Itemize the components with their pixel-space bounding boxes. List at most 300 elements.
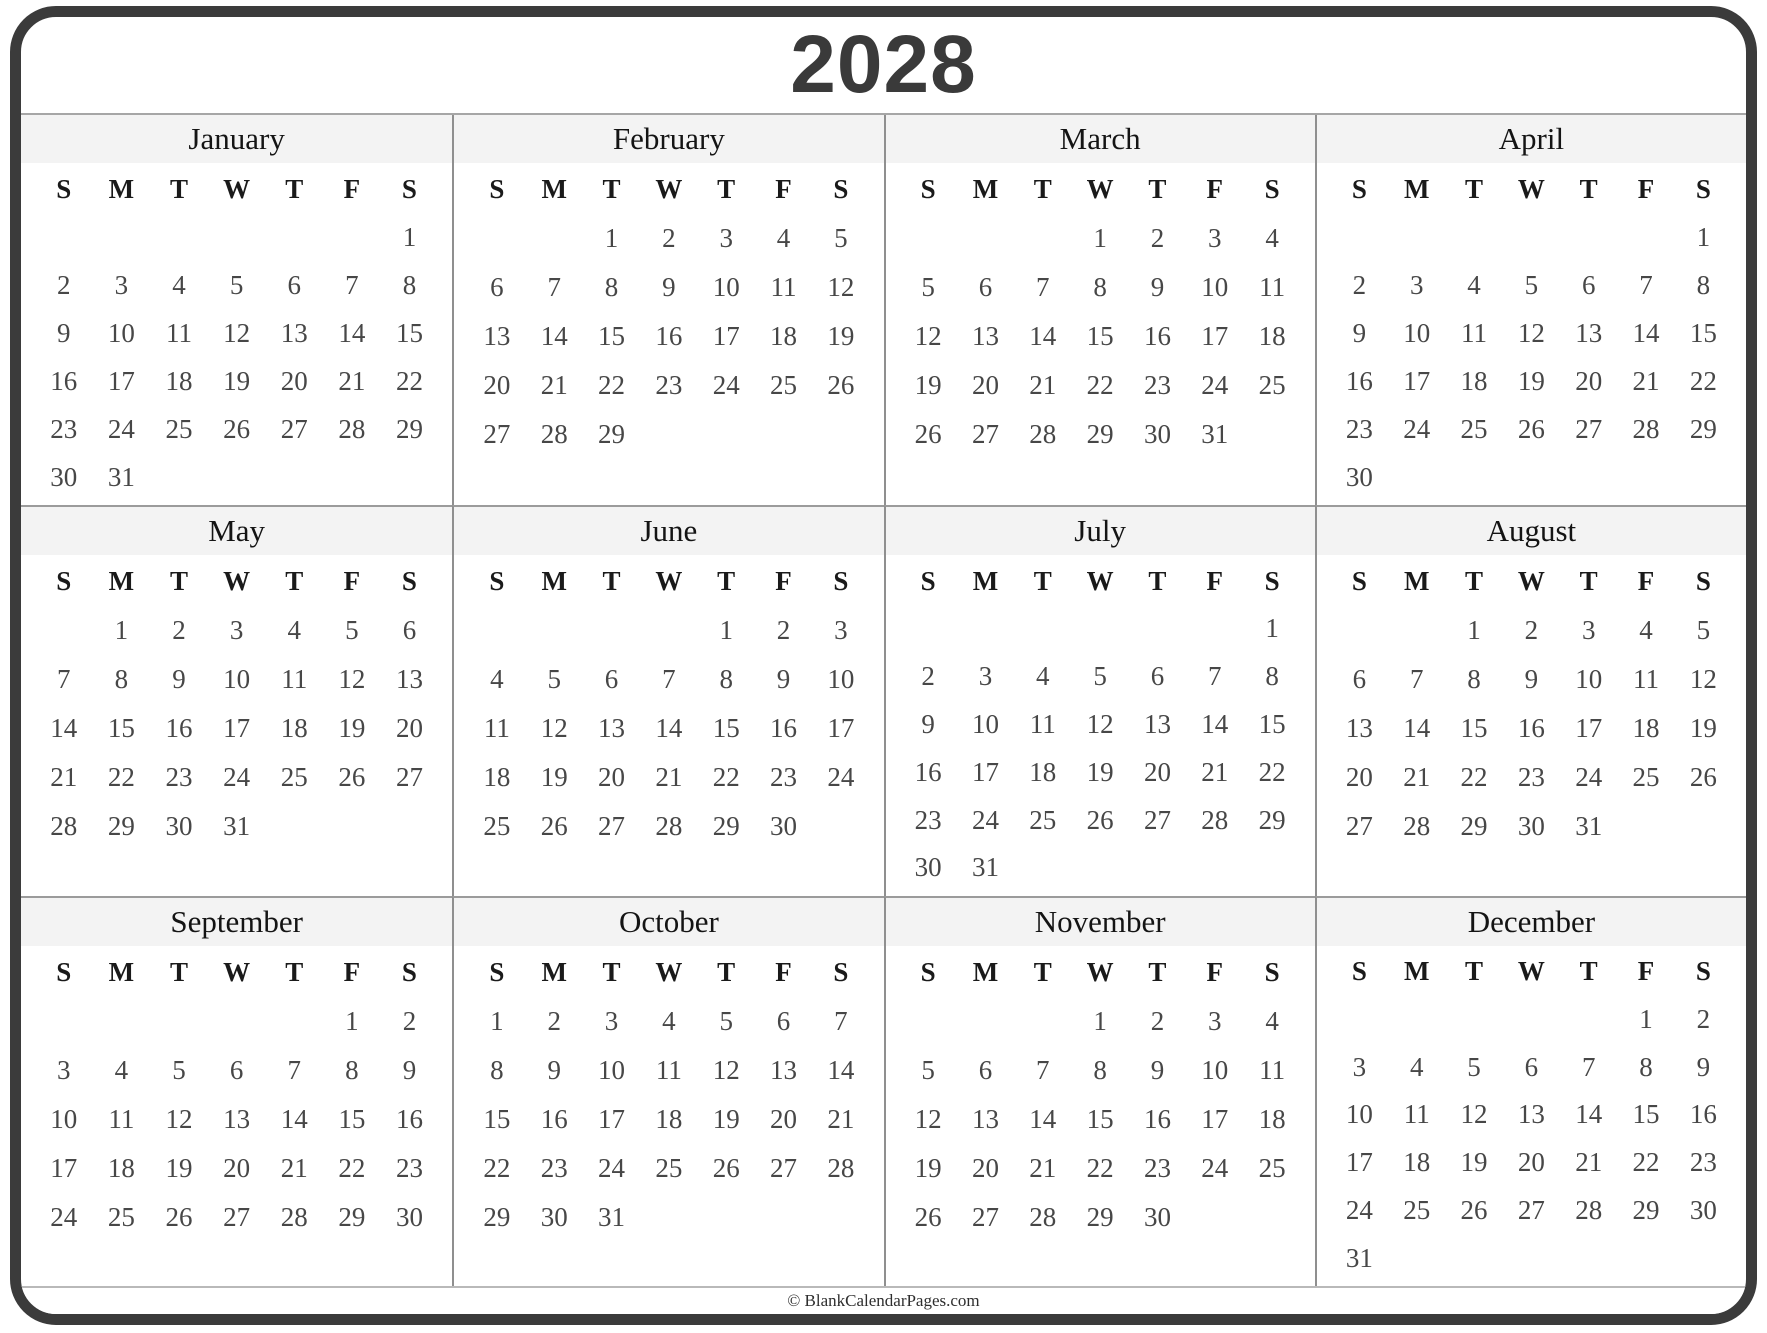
week-row <box>1331 802 1732 851</box>
day-cell: 11 <box>166 317 192 348</box>
day-cell: 18 <box>107 1152 135 1183</box>
day-cell: 22 <box>107 762 135 793</box>
month-grid <box>886 946 1315 1286</box>
day-cell: 6 <box>1524 1051 1539 1082</box>
weekday-letter: S <box>1264 956 1280 987</box>
day-cell: 8 <box>402 269 417 300</box>
week-row <box>35 1144 438 1193</box>
day-cell: 23 <box>1517 762 1545 793</box>
day-cell: 31 <box>598 1201 626 1232</box>
calendar-page <box>10 6 1757 1325</box>
weekday-letter: S <box>1264 174 1280 204</box>
day-cell: 2 <box>1150 223 1165 253</box>
day-cell: 25 <box>1460 413 1488 444</box>
day-cell: 14 <box>1029 321 1057 351</box>
weekday-letter: T <box>1148 174 1167 204</box>
day-cell: 25 <box>483 811 511 842</box>
day-cell: 2 <box>662 223 676 253</box>
day-cell: 12 <box>1689 664 1717 695</box>
day-cell: 15 <box>338 1103 366 1134</box>
day-cell: 1 <box>1639 1003 1653 1034</box>
day-cell: 5 <box>1696 615 1711 646</box>
day-cell: 12 <box>338 664 366 695</box>
day-cell: 30 <box>1143 419 1171 449</box>
week-row <box>35 453 438 501</box>
day-cell: 20 <box>1345 762 1373 793</box>
week-row <box>900 844 1301 892</box>
weekday-letter: F <box>775 174 792 204</box>
weekday-letter: M <box>1403 956 1430 987</box>
day-cell: 14 <box>655 713 683 744</box>
weekday-letter: T <box>602 566 621 597</box>
weekday-letter: T <box>1465 173 1484 204</box>
week-row <box>1331 453 1732 501</box>
day-cell: 14 <box>280 1103 308 1134</box>
weekday-letter: F <box>1206 956 1223 987</box>
day-cell: 12 <box>827 272 855 302</box>
month-title: October <box>454 898 883 946</box>
day-cell: 10 <box>223 664 251 695</box>
day-cell: 9 <box>1352 317 1367 348</box>
day-cell: 2 <box>402 1005 417 1036</box>
week-row <box>35 309 438 357</box>
weekday-letter: T <box>602 174 621 204</box>
weekday-letter: S <box>1351 566 1367 597</box>
day-cell: 5 <box>547 664 561 695</box>
day-cell: 29 <box>338 1201 366 1232</box>
day-cell: 7 <box>345 269 359 300</box>
day-cell: 13 <box>598 713 626 744</box>
day-cell: 23 <box>1689 1147 1717 1178</box>
day-cell: 16 <box>1517 713 1545 744</box>
week-row <box>1331 1139 1732 1187</box>
day-cell: 26 <box>1460 1194 1488 1225</box>
day-cell: 5 <box>921 1054 935 1085</box>
day-cell: 10 <box>827 664 855 695</box>
week-row <box>468 1046 869 1095</box>
month-grid <box>886 555 1315 895</box>
day-cell: 6 <box>776 1005 791 1036</box>
week-row <box>1331 606 1732 655</box>
weekday-letter: T <box>717 956 736 987</box>
weekday-letter: S <box>1695 956 1711 987</box>
day-cell: 7 <box>834 1005 848 1036</box>
weekday-letter: W <box>1086 956 1114 987</box>
day-cell: 3 <box>114 269 129 300</box>
week-row <box>468 704 869 753</box>
day-cell: 17 <box>971 756 999 787</box>
weekday-letter: S <box>401 173 417 204</box>
weekday-letter: T <box>1033 565 1052 596</box>
day-cell: 2 <box>1150 1005 1165 1036</box>
weekday-letter: M <box>108 956 135 987</box>
weekday-letter: T <box>1579 173 1598 204</box>
weekday-letter: S <box>56 566 72 597</box>
weekday-letter: T <box>1465 956 1484 987</box>
weekday-letter: M <box>972 956 999 987</box>
day-cell: 22 <box>598 370 626 400</box>
day-cell: 15 <box>1632 1099 1660 1130</box>
week-row <box>468 1193 869 1242</box>
day-cell: 22 <box>338 1152 366 1183</box>
month-grid <box>454 946 883 1286</box>
day-cell: 12 <box>1517 317 1545 348</box>
day-cell: 14 <box>1403 713 1431 744</box>
week-row <box>35 1193 438 1242</box>
day-cell: 2 <box>1352 269 1367 300</box>
week-row <box>900 997 1301 1046</box>
weekday-letter: F <box>1637 956 1655 987</box>
day-cell: 9 <box>402 1054 417 1085</box>
day-cell: 6 <box>402 615 417 646</box>
day-cell: 16 <box>1345 365 1373 396</box>
day-cell: 9 <box>1150 272 1165 302</box>
day-cell: 18 <box>770 321 797 351</box>
weekday-letter: W <box>1517 566 1545 597</box>
day-cell: 23 <box>165 762 193 793</box>
week-row <box>900 1193 1301 1242</box>
weekday-letter: W <box>655 566 683 597</box>
week-row <box>35 1095 438 1144</box>
day-cell: 22 <box>395 365 423 396</box>
day-cell: 3 <box>719 223 733 253</box>
day-cell: 16 <box>50 365 78 396</box>
month-title: April <box>1317 115 1746 163</box>
day-cell: 21 <box>540 370 568 400</box>
week-row <box>468 214 869 263</box>
day-cell: 3 <box>978 661 993 692</box>
weekday-letter: T <box>1148 956 1167 987</box>
day-cell: 5 <box>1093 661 1107 692</box>
day-cell: 13 <box>280 317 308 348</box>
weekday-row <box>900 557 1301 605</box>
day-cell: 15 <box>1086 1103 1114 1134</box>
week-row <box>900 312 1301 361</box>
month-grid <box>21 163 452 505</box>
month-january <box>21 115 452 505</box>
month-october <box>452 896 883 1286</box>
day-cell: 16 <box>1689 1099 1717 1130</box>
day-cell: 24 <box>223 762 251 793</box>
day-cell: 20 <box>1575 365 1603 396</box>
day-cell: 4 <box>1265 223 1279 253</box>
weekday-row <box>900 165 1301 214</box>
day-cell: 8 <box>1696 269 1711 300</box>
day-cell: 2 <box>1524 615 1539 646</box>
day-cell: 3 <box>1409 269 1424 300</box>
day-cell: 5 <box>172 1054 186 1085</box>
day-cell: 25 <box>770 370 797 400</box>
day-cell: 29 <box>483 1201 511 1232</box>
month-september <box>21 896 452 1286</box>
day-cell: 26 <box>540 811 568 842</box>
day-cell: 10 <box>1575 664 1603 695</box>
day-cell: 18 <box>655 1103 683 1134</box>
week-row <box>468 606 869 655</box>
weekday-letter: T <box>170 956 189 987</box>
weekday-letter: M <box>541 956 567 987</box>
weekday-letter: S <box>1351 173 1367 204</box>
day-cell: 26 <box>165 1201 193 1232</box>
weekday-letter: T <box>1465 566 1484 597</box>
week-row <box>35 606 438 655</box>
day-cell: 8 <box>1639 1051 1653 1082</box>
day-cell: 19 <box>338 713 366 744</box>
day-cell: 6 <box>229 1054 244 1085</box>
weekday-row <box>35 165 438 213</box>
day-cell: 19 <box>1517 365 1545 396</box>
day-cell: 8 <box>604 272 619 302</box>
month-title: September <box>21 898 452 946</box>
weekday-letter: W <box>223 566 251 597</box>
weekday-letter: S <box>56 173 72 204</box>
day-cell: 20 <box>598 762 626 793</box>
day-cell: 27 <box>971 419 999 449</box>
weekday-letter: T <box>285 566 304 597</box>
day-cell: 17 <box>598 1103 626 1134</box>
day-cell: 6 <box>978 1054 993 1085</box>
week-row <box>900 1046 1301 1095</box>
day-cell: 21 <box>338 365 366 396</box>
day-cell: 19 <box>827 321 855 351</box>
year-title: 2028 <box>790 19 977 110</box>
day-cell: 26 <box>914 1201 942 1232</box>
day-cell: 18 <box>1632 713 1660 744</box>
week-row <box>1331 1186 1732 1234</box>
weekday-letter: S <box>489 956 505 987</box>
day-cell: 12 <box>223 317 251 348</box>
day-cell: 15 <box>598 321 626 351</box>
day-cell: 22 <box>1689 365 1717 396</box>
day-cell: 23 <box>395 1152 423 1183</box>
footer <box>21 1286 1746 1314</box>
weekday-letter: F <box>343 956 361 987</box>
day-cell: 8 <box>490 1054 504 1085</box>
day-cell: 14 <box>50 713 78 744</box>
week-row <box>900 796 1301 844</box>
day-cell: 19 <box>165 1152 193 1183</box>
day-cell: 17 <box>827 713 855 744</box>
weekday-letter: M <box>972 565 999 596</box>
day-cell: 11 <box>1633 664 1659 695</box>
day-cell: 4 <box>490 664 504 695</box>
day-cell: 24 <box>50 1201 78 1232</box>
day-cell: 24 <box>1201 1152 1229 1183</box>
day-cell: 14 <box>1029 1103 1057 1134</box>
day-cell: 7 <box>287 1054 301 1085</box>
week-row <box>900 1095 1301 1144</box>
day-cell: 15 <box>1086 321 1114 351</box>
day-cell: 17 <box>223 713 251 744</box>
day-cell: 9 <box>1524 664 1539 695</box>
day-cell: 13 <box>483 321 511 351</box>
day-cell: 13 <box>770 1054 797 1085</box>
day-cell: 14 <box>1632 317 1660 348</box>
day-cell: 8 <box>719 664 733 695</box>
day-cell: 7 <box>1036 1054 1050 1085</box>
day-cell: 1 <box>490 1005 504 1036</box>
day-cell: 21 <box>1201 756 1229 787</box>
month-august <box>1315 505 1746 895</box>
day-cell: 27 <box>598 811 626 842</box>
day-cell: 10 <box>1345 1099 1373 1130</box>
weekday-letter: S <box>56 956 72 987</box>
day-cell: 28 <box>338 413 366 444</box>
weekday-row <box>1331 948 1732 996</box>
day-cell: 3 <box>834 615 848 646</box>
day-cell: 28 <box>1575 1194 1603 1225</box>
day-cell: 20 <box>971 370 999 400</box>
day-cell: 11 <box>770 272 797 302</box>
day-cell: 23 <box>50 413 78 444</box>
day-cell: 16 <box>395 1103 423 1134</box>
day-cell: 1 <box>402 221 417 252</box>
day-cell: 5 <box>1467 1051 1481 1082</box>
day-cell: 9 <box>1150 1054 1165 1085</box>
day-cell: 28 <box>1029 419 1057 449</box>
weekday-letter: M <box>1403 566 1430 597</box>
day-cell: 17 <box>1345 1147 1373 1178</box>
day-cell: 18 <box>483 762 511 793</box>
week-row <box>1331 261 1732 309</box>
day-cell: 22 <box>1086 370 1114 400</box>
day-cell: 12 <box>540 713 568 744</box>
day-cell: 10 <box>1201 1054 1229 1085</box>
day-cell: 24 <box>1403 413 1431 444</box>
week-row <box>1331 357 1732 405</box>
day-cell: 5 <box>229 269 244 300</box>
weekday-letter: S <box>489 566 505 597</box>
week-row <box>35 997 438 1046</box>
day-cell: 11 <box>108 1103 135 1134</box>
day-cell: 6 <box>1150 661 1165 692</box>
day-cell: 25 <box>1632 762 1660 793</box>
day-cell: 16 <box>165 713 193 744</box>
day-cell: 15 <box>395 317 423 348</box>
day-cell: 24 <box>598 1152 626 1183</box>
day-cell: 6 <box>978 272 993 302</box>
day-cell: 4 <box>1467 269 1481 300</box>
weekday-letter: T <box>602 956 621 987</box>
day-cell: 15 <box>107 713 135 744</box>
day-cell: 11 <box>1461 317 1488 348</box>
week-row <box>35 704 438 753</box>
weekday-letter: S <box>920 565 936 596</box>
day-cell: 8 <box>1093 272 1107 302</box>
day-cell: 20 <box>395 713 423 744</box>
week-row <box>468 361 869 410</box>
day-cell: 29 <box>1258 804 1286 835</box>
day-cell: 27 <box>1517 1194 1545 1225</box>
month-november <box>884 896 1315 1286</box>
day-cell: 24 <box>1575 762 1603 793</box>
day-cell: 16 <box>1143 321 1171 351</box>
day-cell: 27 <box>1143 804 1171 835</box>
day-cell: 9 <box>172 664 186 695</box>
day-cell: 19 <box>223 365 251 396</box>
week-row <box>900 1144 1301 1193</box>
day-cell: 2 <box>172 615 186 646</box>
day-cell: 30 <box>914 852 942 883</box>
day-cell: 29 <box>1086 419 1114 449</box>
day-cell: 31 <box>223 811 251 842</box>
day-cell: 26 <box>712 1152 740 1183</box>
weekday-row <box>900 948 1301 997</box>
day-cell: 17 <box>1201 321 1229 351</box>
day-cell: 24 <box>107 413 135 444</box>
day-cell: 12 <box>712 1054 740 1085</box>
day-cell: 21 <box>280 1152 308 1183</box>
day-cell: 16 <box>770 713 797 744</box>
weekday-letter: S <box>920 956 936 987</box>
month-december <box>1315 896 1746 1286</box>
day-cell: 4 <box>1265 1005 1279 1036</box>
day-cell: 23 <box>1345 413 1373 444</box>
day-cell: 12 <box>1086 709 1114 739</box>
day-cell: 13 <box>971 321 999 351</box>
day-cell: 30 <box>1517 811 1545 842</box>
day-cell: 3 <box>1208 223 1222 253</box>
day-cell: 10 <box>50 1103 78 1134</box>
day-cell: 29 <box>1086 1201 1114 1232</box>
day-cell: 12 <box>1460 1099 1488 1130</box>
week-row <box>900 263 1301 312</box>
day-cell: 27 <box>223 1201 251 1232</box>
weekday-letter: M <box>541 566 567 597</box>
weekday-letter: S <box>1695 566 1711 597</box>
week-row <box>900 653 1301 701</box>
day-cell: 26 <box>338 762 366 793</box>
week-row <box>468 312 869 361</box>
week-row <box>468 263 869 312</box>
weekday-letter: S <box>1351 956 1367 987</box>
day-cell: 11 <box>1029 709 1056 739</box>
weekday-letter: F <box>1206 565 1223 596</box>
weekday-letter: T <box>170 566 189 597</box>
weekday-letter: F <box>775 956 792 987</box>
day-cell: 15 <box>712 713 740 744</box>
weekday-letter: S <box>920 174 936 204</box>
day-cell: 29 <box>1460 811 1488 842</box>
weekday-letter: F <box>1637 173 1655 204</box>
day-cell: 29 <box>395 413 423 444</box>
day-cell: 11 <box>1259 1054 1286 1085</box>
day-cell: 22 <box>1086 1152 1114 1183</box>
day-cell: 19 <box>540 762 568 793</box>
day-cell: 16 <box>540 1103 568 1134</box>
week-row <box>35 261 438 309</box>
day-cell: 20 <box>770 1103 797 1134</box>
day-cell: 14 <box>1575 1099 1603 1130</box>
week-row <box>468 753 869 802</box>
day-cell: 18 <box>1460 365 1488 396</box>
day-cell: 14 <box>1201 709 1229 739</box>
week-row <box>900 214 1301 263</box>
day-cell: 11 <box>1259 272 1286 302</box>
day-cell: 1 <box>1467 615 1481 646</box>
day-cell: 21 <box>1575 1147 1603 1178</box>
month-july <box>884 505 1315 895</box>
day-cell: 25 <box>1029 804 1057 835</box>
day-cell: 2 <box>776 615 791 646</box>
day-cell: 21 <box>1632 365 1660 396</box>
day-cell: 5 <box>1524 269 1539 300</box>
day-cell: 21 <box>50 762 78 793</box>
weekday-letter: W <box>1517 956 1545 987</box>
day-cell: 5 <box>719 1005 733 1036</box>
day-cell: 22 <box>1258 756 1286 787</box>
weekday-letter: T <box>717 566 736 597</box>
